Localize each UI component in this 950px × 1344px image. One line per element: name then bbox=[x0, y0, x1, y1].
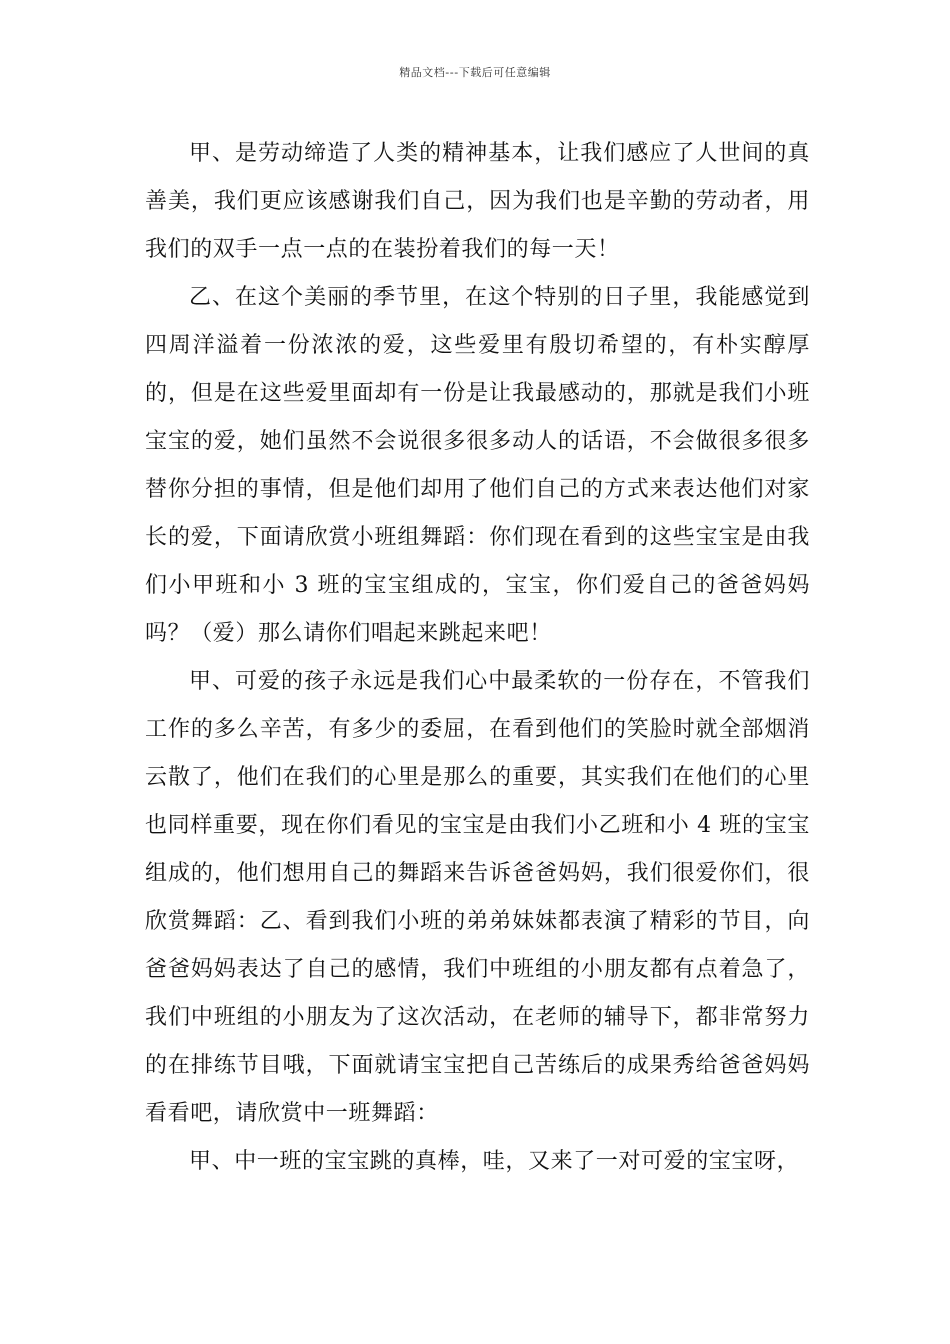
paragraph-1: 甲、是劳动缔造了人类的精神基本，让我们感应了人世间的真善美，我们更应该感谢我们自己，因为我们也是辛勤的劳动者，用我们的双手一点一点的在装扮着我们的每一天！ bbox=[145, 141, 810, 262]
paragraph-3: 甲、可爱的孩子永远是我们心中最柔软的一份存在，不管我们工作的多么辛苦，有多少的委屈，在看到他们的笑脸时就全部烟消云散了，他们在我们的心里是那么的重要，其实我们在他们的心里也同样重要，现在你们看见的宝宝是由我们小乙班和小 4 班的宝宝组成的，他们想用自己的舞蹈来告诉爸爸妈妈，我们很爱你们，很欣赏舞蹈：乙、看到我们小班的弟弟妹妹都表演了精彩的节目，向爸爸妈妈表达了自己的感情，我们中班组的小朋友都有点着急了，我们中班组的小朋友为了这次活动，在老师的辅导下，都非常努力的在排练节目哦，下面就请宝宝把自己苦练后的成果秀给爸爸妈妈看看吧，请欣赏中一班舞蹈： bbox=[145, 669, 810, 1126]
paragraph-4: 甲、中一班的宝宝跳的真棒，哇，又来了一对可爱的宝宝呀， bbox=[189, 1149, 800, 1174]
paragraph-2: 乙、在这个美丽的季节里，在这个特别的日子里，我能感觉到四周洋溢着一份浓浓的爱，这些爱里有殷切希望的，有朴实醇厚的，但是在这些爱里面却有一份是让我最感动的，那就是我们小班宝宝的爱，她们虽然不会说很多很多动人的话语，不会做很多很多替你分担的事情，但是他们却用了他们自己的方式来表达他们对家长的爱，下面请欣赏小班组舞蹈：你们现在看到的这些宝宝是由我们小甲班和小 3 班的宝宝组成的，宝宝，你们爱自己的爸爸妈妈吗？（爱）那么请你们唱起来跳起来吧！ bbox=[145, 285, 810, 646]
document-body bbox=[145, 130, 810, 1186]
page-header: 精品文档---下载后可任意编辑 bbox=[399, 66, 551, 79]
